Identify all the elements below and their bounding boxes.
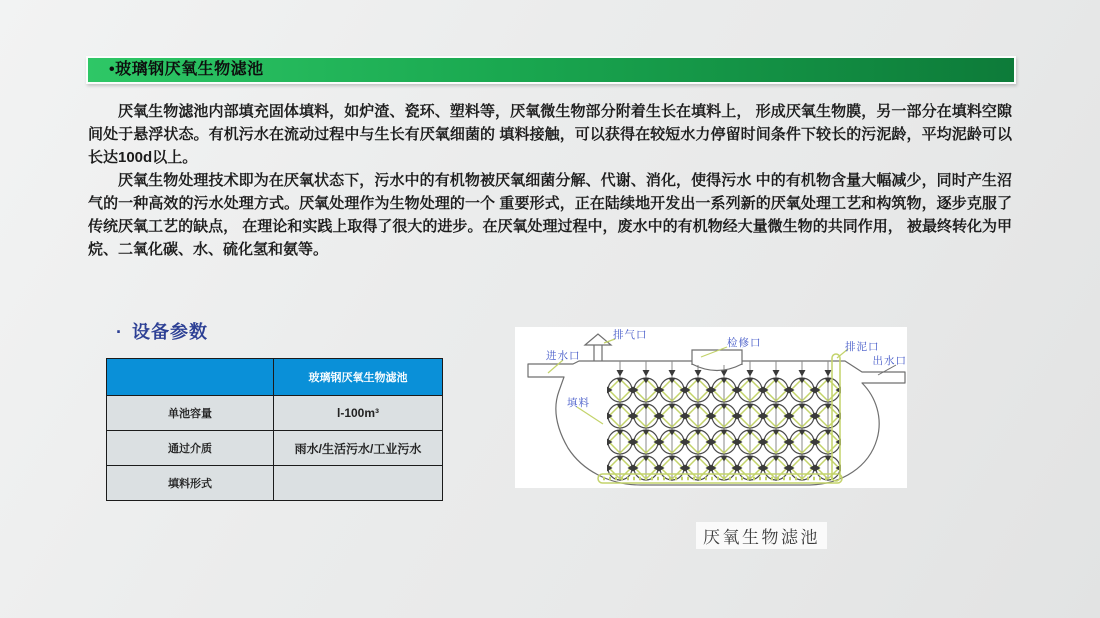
slide-title-bar [86,56,1016,84]
diagram-label-vent: 排气口 [613,330,648,341]
paragraph-2: 厌氧生物处理技术即为在厌氧状态下，污水中的有机物被厌氧细菌分解、代谢、消化，使得污水 中的有机物含量大幅减少，同时产生沼气的一种高效的污水处理方式。厌氧处理作为生物处理的一个 重要形式，正在陆续地开发出一系列新的厌氧处理工艺和构筑物，逐步克服了传统厌氧工艺的缺点， 在理论和实践上取得了很大的进步。在厌氧处理过程中，废水中的有机物经大量微生物的共同作用， 被最终转化为甲烷、二氧化碳、水、硫化氢和氨等。 [88,172,1012,258]
row-label: 填料形式 [107,466,274,501]
row-value: l-100m³ [274,396,443,431]
table-row [107,396,443,431]
header-cell-blank [107,359,274,396]
slide-title: •玻璃钢厌氧生物滤池 [109,61,264,78]
diagram-label-outlet: 出水口 [872,356,907,367]
diagram-label-packing: 填料 [567,398,590,409]
diagram-label-access: 检修口 [727,338,762,349]
diagram-label-sludge: 排泥口 [845,342,880,353]
diagram-caption: 厌氧生物滤池 [696,522,827,549]
row-label: 通过介质 [107,431,274,466]
section-title-text: 设备参数 [132,322,208,342]
vent-cap [585,334,611,345]
table-row [107,431,443,466]
body-text [88,100,1012,261]
anaerobic-filter-diagram [515,327,907,488]
row-value [274,466,443,501]
parameter-table [106,358,443,501]
filter-diagram-svg [515,327,907,488]
diagram-label-inlet: 进水口 [546,351,581,362]
access-hatch [692,350,742,365]
vent-pipe [594,345,602,361]
packing-grid [607,377,841,481]
section-title-equipment-params [116,318,208,344]
table-header-row [107,359,443,396]
row-label: 单池容量 [107,396,274,431]
table-row [107,466,443,501]
row-value: 雨水/生活污水/工业污水 [274,431,443,466]
paragraph-1: 厌氧生物滤池内部填充固体填料，如炉渣、瓷环、塑料等，厌氧微生物部分附着生长在填料上， 形成厌氧生物膜，另一部分在填料空隙间处于悬浮状态。有机污水在流动过程中与生长有厌氧细菌的 填料接触，可以获得在较短水力停留时间条件下较长的污泥龄，平均泥龄可以长达100d以上。 [88,103,1012,166]
header-cell-product: 玻璃钢厌氧生物滤池 [274,359,443,396]
bullet-icon: · [116,322,123,342]
